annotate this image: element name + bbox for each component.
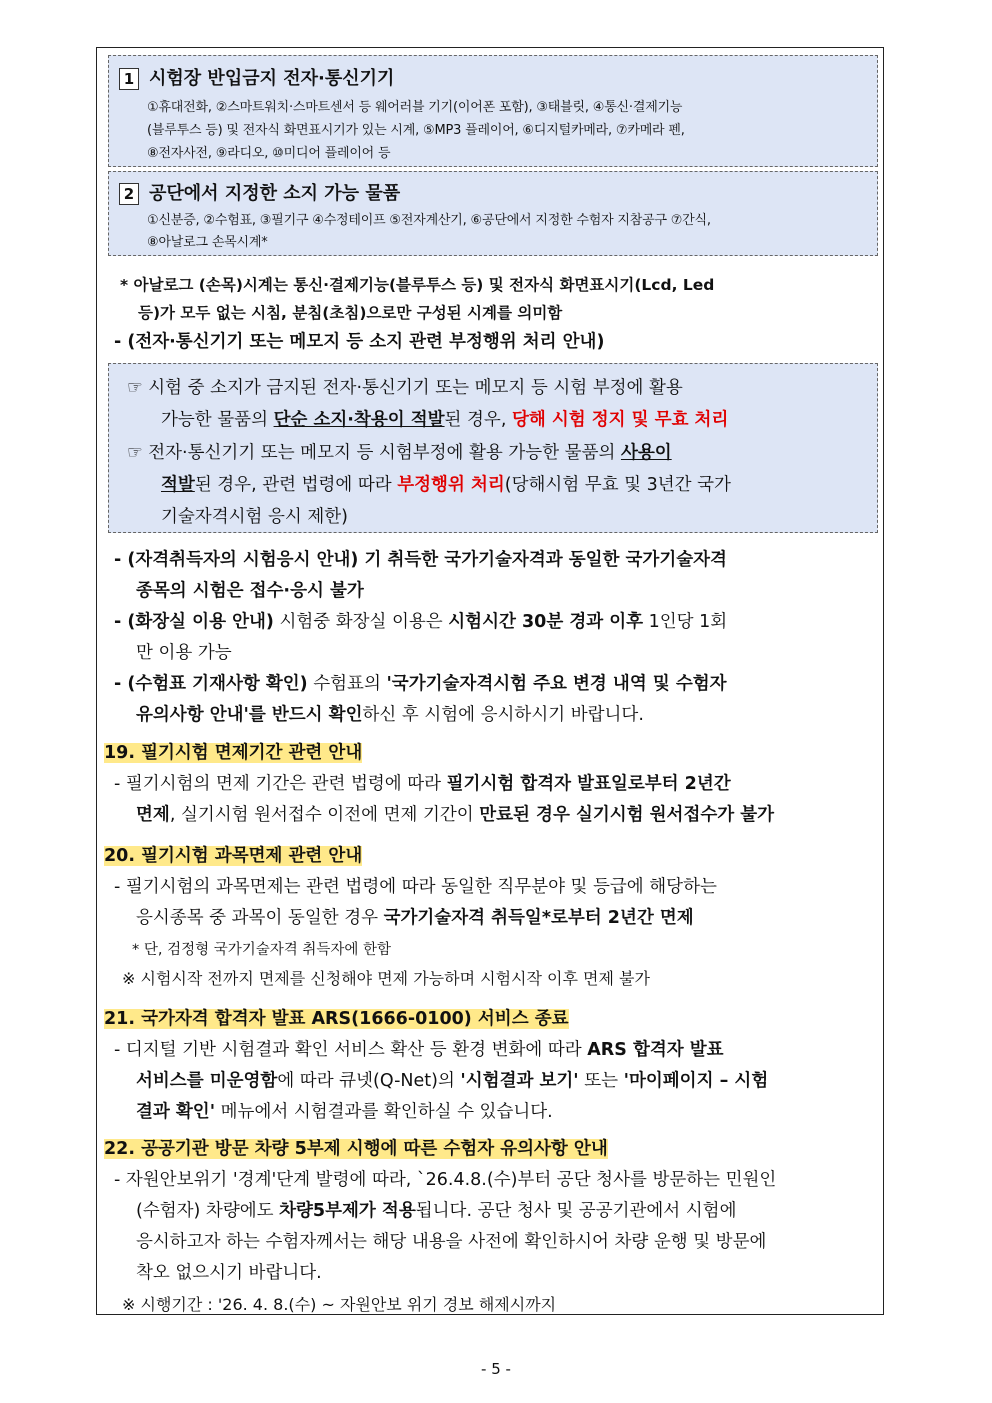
qualification-line-1: - (자격취득자의 시험응시 안내) 기 취득한 국가기술자격과 동일한 국가기술자격 <box>114 550 727 570</box>
allowed-items-title: 2 공단에서 지정한 소지 가능 물품 <box>119 179 400 205</box>
restroom-line-1: - (화장실 이용 안내) 시험중 화장실 이용은 시험시간 30분 경과 이후 1인당 1회 <box>114 612 728 632</box>
section-22-line-1: - 자원안보위기 '경계'단계 발령에 따라, `26.4.8.(수)부터 공단 청사를 방문하는 민원인 <box>114 1170 777 1190</box>
watch-note-line-1: * 아날로그 (손목)시계는 통신·결제기능(블루투스 등) 및 전자식 화면표시기(Lcd, Led <box>120 276 715 294</box>
allowed-line-2: ⑧아날로그 손목시계* <box>147 235 268 250</box>
section-19-line-1: - 필기시험의 면제 기간은 관련 법령에 따라 필기시험 합격자 발표일로부터 2년간 <box>114 774 731 794</box>
ticket-line-2: 유의사항 안내'를 반드시 확인하신 후 시험에 응시하시기 바랍니다. <box>136 705 644 725</box>
section-20-note-1: * 단, 검정형 국가기술자격 취득자에 한함 <box>132 942 392 958</box>
page-number: - 5 - <box>481 1360 511 1378</box>
section-19-line-2: 면제, 실기시험 원서접수 이전에 면제 기간이 만료된 경우 실기시험 원서접수가 불가 <box>136 805 775 825</box>
watch-note-line-2: 등)가 모두 없는 시침, 분침(초침)으로만 구성된 시계를 의미함 <box>138 304 563 322</box>
cheat-p2-line-1: ☞ 전자·통신기기 또는 메모지 등 시험부정에 활용 가능한 물품의 사용이 <box>127 443 672 463</box>
section-22-line-2: (수험자) 차량에도 차량5부제가 적용됩니다. 공단 청사 및 공공기관에서 시험에 <box>136 1201 737 1221</box>
prohibited-devices-title: 1 시험장 반입금지 전자·통신기기 <box>119 64 394 90</box>
section-19-title: 19. 필기시험 면제기간 관련 안내 <box>104 743 363 763</box>
box-number-1: 1 <box>119 68 139 90</box>
prohibited-line-1: ①휴대전화, ②스마트워치·스마트센서 등 웨어러블 기기(이어폰 포함), ③태블릿, ④통신·결제기능 <box>147 100 683 115</box>
ticket-line-1: - (수험표 기재사항 확인) 수험표의 '국가기술자격시험 주요 변경 내역 및 수험자 <box>114 674 727 694</box>
section-21-line-1: - 디지털 기반 시험결과 확인 서비스 확산 등 환경 변화에 따라 ARS 합격자 발표 <box>114 1040 724 1060</box>
prohibited-devices-box <box>108 55 878 167</box>
section-22-note: ※ 시행기간 : '26. 4. 8.(수) ~ 자원안보 위기 경보 해제시까지 <box>122 1295 557 1314</box>
box-number-2: 2 <box>119 183 139 205</box>
prohibited-line-3: ⑧전자사전, ⑨라디오, ⑩미디어 플레이어 등 <box>147 146 391 161</box>
cheating-notice-box <box>108 363 878 533</box>
allowed-line-1: ①신분증, ②수험표, ③필기구 ④수정테이프 ⑤전자계산기, ⑥공단에서 지정한 수험자 지참공구 ⑦간식, <box>147 213 711 228</box>
section-22-line-4: 착오 없으시기 바랍니다. <box>136 1263 322 1283</box>
section-21-title: 21. 국가자격 합격자 발표 ARS(1666-0100) 서비스 종료 <box>104 1009 569 1029</box>
qualification-line-2: 종목의 시험은 접수·응시 불가 <box>136 581 364 601</box>
section-20-note-2: ※ 시험시작 전까지 면제를 신청해야 면제 가능하며 시험시작 이후 면제 불가 <box>122 969 650 988</box>
cheat-p1-line-1: ☞ 시험 중 소지가 금지된 전자·통신기기 또는 메모지 등 시험 부정에 활용 <box>127 378 683 398</box>
cheat-p1-line-2: 가능한 물품의 단순 소지·착용이 적발된 경우, 당해 시험 정지 및 무효 처리 <box>161 410 729 430</box>
section-20-line-1: - 필기시험의 과목면제는 관련 법령에 따라 동일한 직무분야 및 등급에 해당하는 <box>114 877 717 897</box>
prohibited-line-2: (블루투스 등) 및 전자식 화면표시기가 있는 시계, ⑤MP3 플레이어, ⑥디지털카메라, ⑦카메라 펜, <box>147 123 685 138</box>
section-21-line-3: 결과 확인' 메뉴에서 시험결과를 확인하실 수 있습니다. <box>136 1102 553 1122</box>
section-21-line-2: 서비스를 미운영함에 따라 큐넷(Q-Net)의 '시험결과 보기' 또는 '마이페이지 – 시험 <box>136 1071 769 1091</box>
restroom-line-2: 만 이용 가능 <box>136 643 232 663</box>
cheat-p2-line-2: 적발된 경우, 관련 법령에 따라 부정행위 처리(당해시험 무효 및 3년간 국가 <box>161 475 731 495</box>
cheat-p2-line-3: 기술자격시험 응시 제한) <box>161 507 349 527</box>
cheating-heading: - (전자·통신기기 또는 메모지 등 소지 관련 부정행위 처리 안내) <box>114 332 605 352</box>
section-20-line-2: 응시종목 중 과목이 동일한 경우 국가기술자격 취득일*로부터 2년간 면제 <box>136 908 694 928</box>
section-20-title: 20. 필기시험 과목면제 관련 안내 <box>104 846 363 866</box>
allowed-items-box <box>108 171 878 256</box>
section-22-line-3: 응시하고자 하는 수험자께서는 해당 내용을 사전에 확인하시어 차량 운행 및 방문에 <box>136 1232 767 1252</box>
section-22-title: 22. 공공기관 방문 차량 5부제 시행에 따른 수험자 유의사항 안내 <box>104 1139 608 1159</box>
